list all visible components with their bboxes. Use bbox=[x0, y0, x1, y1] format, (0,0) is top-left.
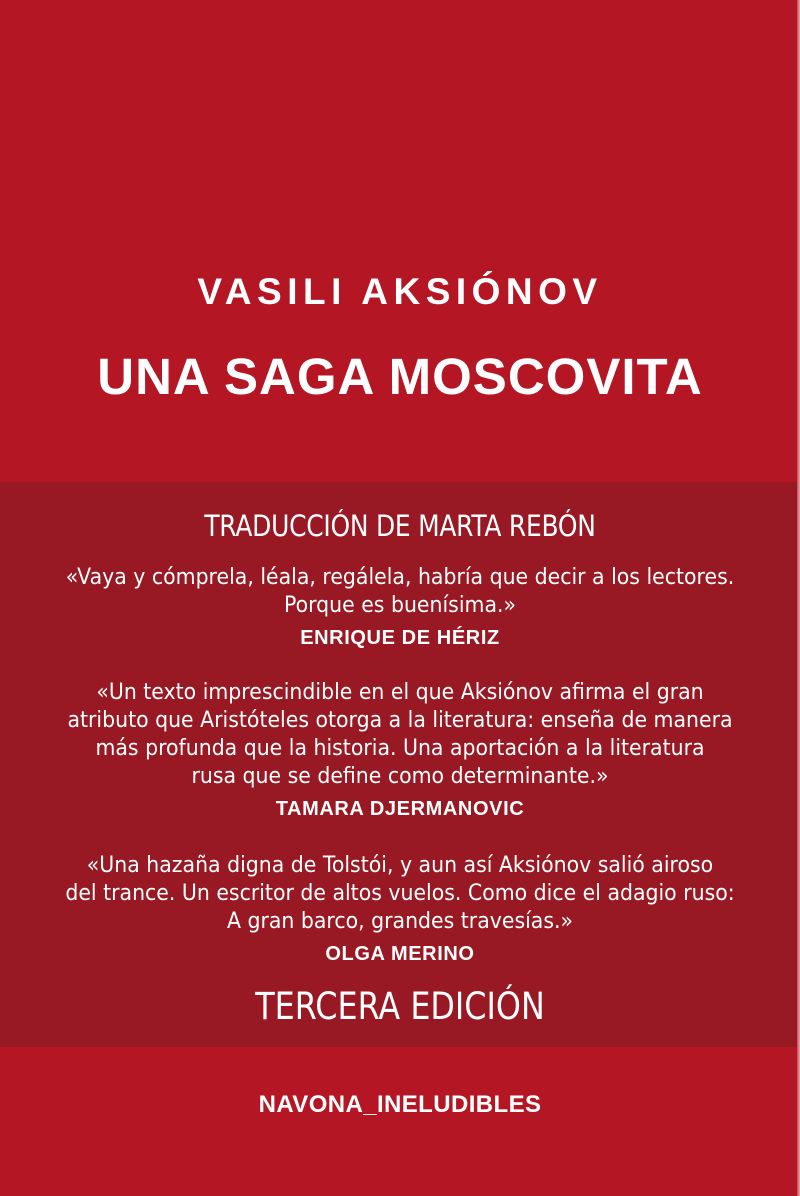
book-title: UNA SAGA MOSCOVITA bbox=[97, 348, 703, 405]
review-quote-3 bbox=[0, 852, 800, 968]
quote-line: atributo que Aristóteles otorga a la literatura: enseña de manera bbox=[67, 708, 733, 733]
translator-credit: TRADUCCIÓN DE MARTA REBÓN bbox=[204, 509, 596, 543]
quote-line: Porque es buenísima.» bbox=[283, 593, 517, 618]
quote-line: «Un texto imprescindible en el que Aksiónov afirma el gran bbox=[96, 680, 704, 705]
author-name: VASILI AKSIÓNOV bbox=[197, 271, 603, 312]
edition-label: TERCERA EDICIÓN bbox=[255, 985, 545, 1028]
quote-line: más profunda que la historia. Una aportación a la literatura bbox=[95, 736, 705, 761]
quote-line: «Vaya y cómprela, léala, regálela, habría que decir a los lectores. bbox=[65, 565, 735, 590]
review-quote-1 bbox=[0, 564, 800, 652]
quote-line: A gran barco, grandes travesías.» bbox=[226, 909, 574, 934]
quote-author: ENRIQUE DE HÉRIZ bbox=[300, 627, 500, 649]
review-quote-2 bbox=[0, 679, 800, 823]
quote-line: rusa que se define como determinante.» bbox=[191, 764, 609, 789]
quote-line: «Una hazaña digna de Tolstói, y aun así Aksiónov salió airoso bbox=[86, 853, 714, 878]
quote-author: OLGA MERINO bbox=[325, 943, 475, 965]
quote-author: TAMARA DJERMANOVIC bbox=[275, 798, 525, 820]
quote-line: del trance. Un escritor de altos vuelos. Como dice el adagio ruso: bbox=[65, 881, 735, 906]
collection-name: NAVONA_INELUDIBLES bbox=[258, 1091, 542, 1118]
